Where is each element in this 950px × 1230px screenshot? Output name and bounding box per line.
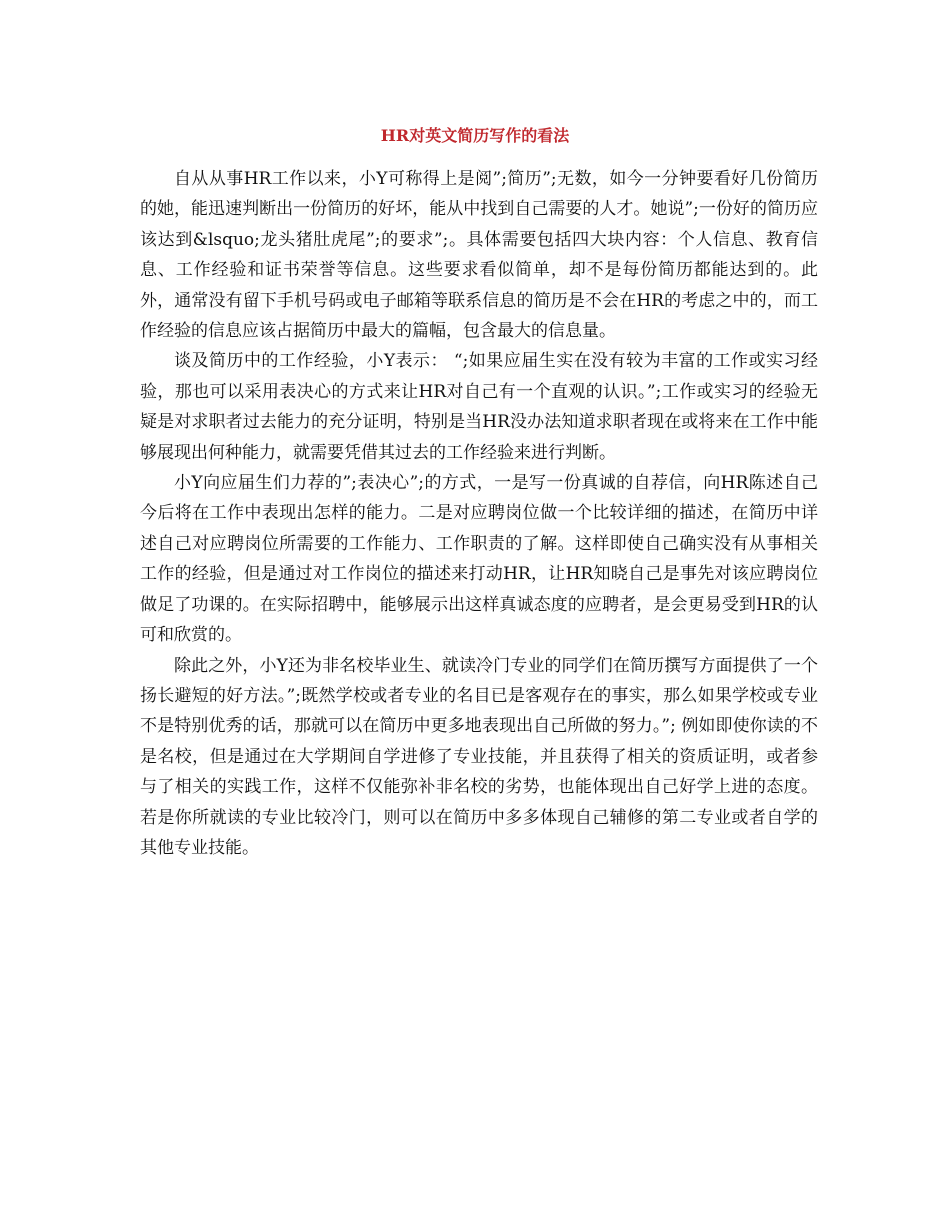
paragraph: 谈及简历中的工作经验，小Y表示： “;如果应届生实在没有较为丰富的工作或实习经验，那也可以采用表决心的方式来让HR对自己有一个直观的认识。”;工作或实习的经验无疑是对求职者过去能力的充分证明，特别是当HR没办法知道求职者现在或将来在工作中能够展现出何种能力，就需要凭借其过去的工作经验来进行判断。 [140,351,818,463]
paragraph: 除此之外，小Y还为非名校毕业生、就读冷门专业的同学们在简历撰写方面提供了一个扬长避短的好方法。”;既然学校或者专业的名目已是客观存在的事实，那么如果学校或专业不是特别优秀的话，那就可以在简历中更多地表现出自己所做的努力。”; 例如即使你读的不是名校，但是通过在大学期间自学进修了专业技能，并且获得了相关的资质证明，或者参与了相关的实践工作，这样不仅能弥补非名校的劣势，也能体现出自己好学上进的态度。若是你所就读的专业比较冷门，则可以在简历中多多体现自己辅修的第二专业或者自学的其他专业技能。 [140,655,818,858]
paragraph: 自从从事HR工作以来，小Y可称得上是阅”;简历”;无数，如今一分钟要看好几份简历的她，能迅速判断出一份简历的好坏，能从中找到自己需要的人才。她说”;一份好的简历应该达到&lsquo;龙头猪肚虎尾”;的要求”;。具体需要包括四大块内容：个人信息、教育信息、工作经验和证书荣誉等信息。这些要求看似简单，却不是每份简历都能达到的。此外，通常没有留下手机号码或电子邮箱等联系信息的简历是不会在HR的考虑之中的，而工作经验的信息应该占据简历中最大的篇幅，包含最大的信息量。 [140,169,818,342]
paragraph: 小Y向应届生们力荐的”;表决心”;的方式，一是写一份真诚的自荐信，向HR陈述自己今后将在工作中表现出怎样的能力。二是对应聘岗位做一个比较详细的描述，在简历中详述自己对应聘岗位所需要的工作能力、工作职责的了解。这样即使自己确实没有从事相关工作的经验，但是通过对工作岗位的描述来打动HR，让HR知晓自己是事先对该应聘岗位做足了功课的。在实际招聘中，能够展示出这样真诚态度的应聘者，是会更易受到HR的认可和欣赏的。 [140,473,818,646]
document-body [140,164,818,863]
document-title: HR对英文简历写作的看法 [380,126,570,145]
